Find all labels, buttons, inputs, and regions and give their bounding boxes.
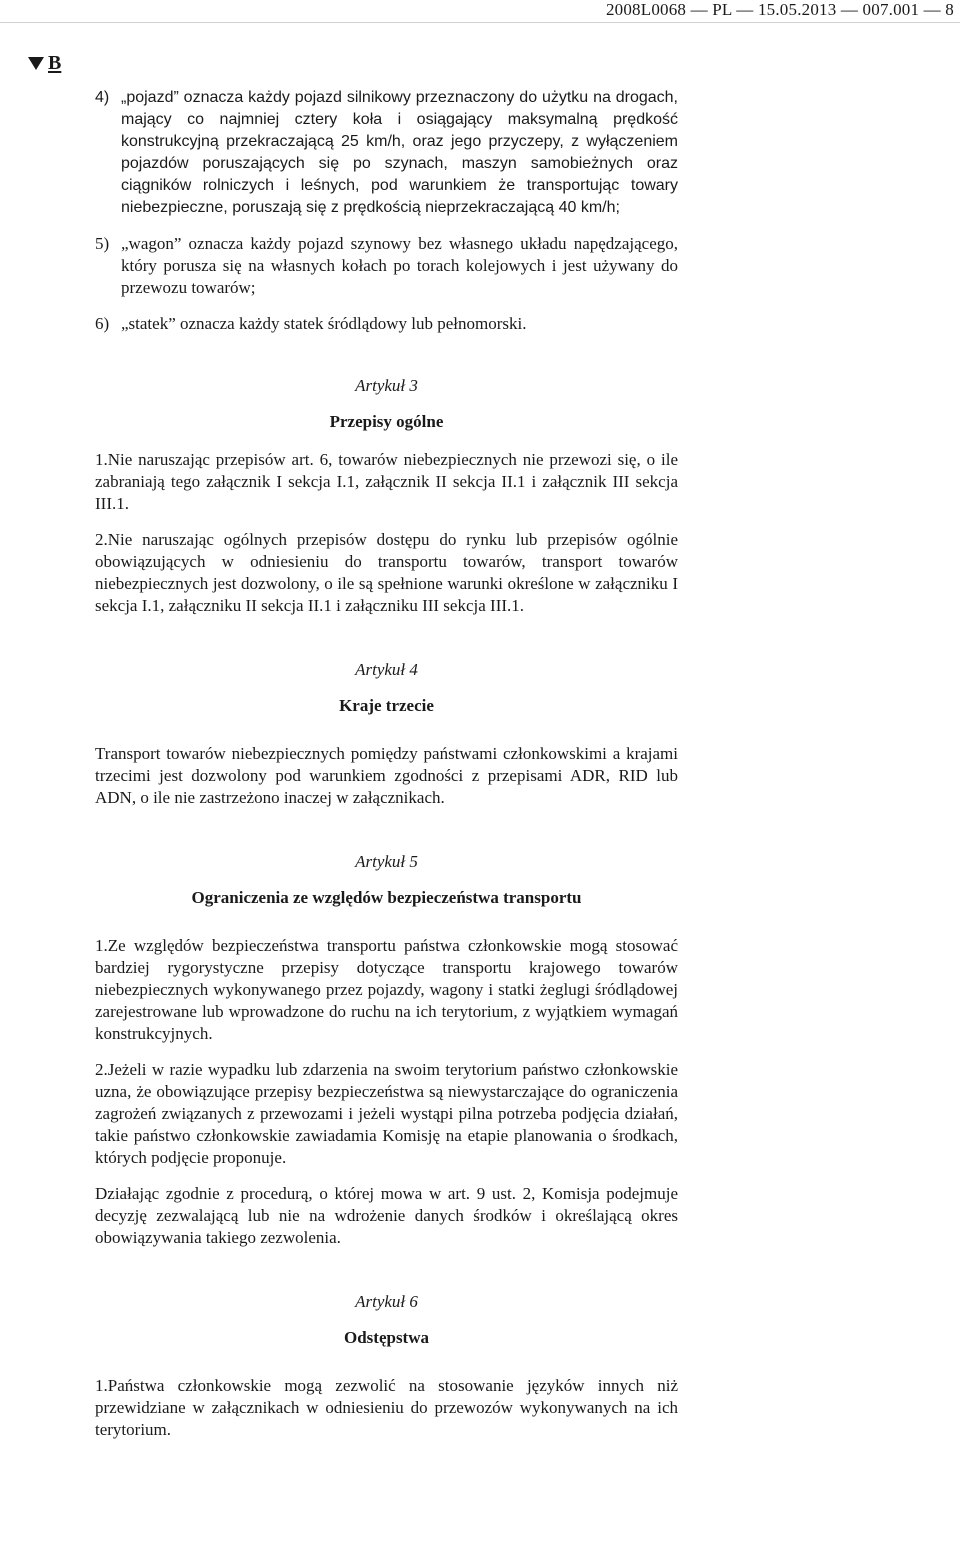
- paragraph-number: 1.: [95, 1376, 108, 1395]
- article-4-title: Kraje trzecie: [339, 696, 434, 715]
- article-3-paragraph-2: [95, 529, 678, 617]
- definition-number: 6): [95, 314, 110, 333]
- definition-4: [95, 87, 678, 219]
- article-5-paragraph-3: Działając zgodnie z procedurą, o której mowa w art. 9 ust. 2, Komisja podejmuje decyzję zezwalającą lub nie na wdrożenie danych środków i określającą okres obowiązywania takiego zezwolenia.: [95, 1184, 678, 1247]
- article-3-title: Przepisy ogólne: [329, 412, 444, 431]
- amendment-marker-letter: B: [48, 52, 62, 74]
- article-5-title: Ograniczenia ze względów bezpieczeństwa transportu: [191, 888, 582, 907]
- paragraph-number: 2.: [95, 530, 108, 549]
- paragraph-text: Nie naruszając przepisów art. 6, towarów niebezpiecznych nie przewozi się, o ile zabraniają tego załącznik I sekcja I.1, załącznik II sekcja II.1 i załącznik III sekcja III.1.: [95, 450, 678, 513]
- paragraph-number: 2.: [95, 1060, 108, 1079]
- article-6-paragraph-1: [95, 1375, 678, 1441]
- definition-text: „wagon” oznacza każdy pojazd szynowy bez własnego układu napędzającego, który porusza się na własnych kołach po torach kolejowych i jest używany do przewozu towarów;: [121, 234, 678, 297]
- definition-text: „statek” oznacza każdy statek śródlądowy lub pełnomorski.: [121, 314, 527, 333]
- definition-number: 5): [95, 234, 110, 253]
- paragraph-text: Nie naruszając ogólnych przepisów dostępu do rynku lub przepisów ogólnie obowiązujących w odniesieniu do transportu towarów, transport towarów niebezpiecznych jest dozwolony, o ile są spełnione warunki określone w załączniku I sekcja I.1, załączniku II sekcja II.1 i załączniku III sekcja III.1.: [95, 530, 678, 615]
- article-3-number: Artykuł 3: [355, 376, 418, 395]
- definition-number: 4): [95, 89, 110, 106]
- paragraph-text: Jeżeli w razie wypadku lub zdarzenia na swoim terytorium państwo członkowskie uzna, że obowiązujące przepisy bezpieczeństwa są niewystarczające do ograniczenia zagrożeń związanych z przewozami i jeżeli wystąpi pilna potrzeba podjęcia działań, takie państwo członkowskie zawiadamia Komisję na etapie planowania o środkach, których podjęcie proponuje.: [95, 1060, 678, 1167]
- article-4-paragraph-1: Transport towarów niebezpiecznych pomiędzy państwami członkowskimi a krajami trzecimi jest dozwolony pod warunkiem zgodności z przepisami ADR, RID lub ADN, o ile nie zastrzeżono inaczej w załącznikach.: [95, 744, 678, 807]
- document-reference: 2008L0068 — PL — 15.05.2013 — 007.001 — 8: [605, 0, 954, 19]
- paragraph-number: 1.: [95, 450, 108, 469]
- article-5-number: Artykuł 5: [355, 852, 418, 871]
- paragraph-number: 1.: [95, 936, 108, 955]
- article-6-number: Artykuł 6: [355, 1292, 418, 1311]
- paragraph-text: Ze względów bezpieczeństwa transportu państwa członkowskie mogą stosować bardziej rygorystyczne przepisy dotyczące transportu krajowego towarów niebezpiecznych wykonywanego przez pojazdy, wagony i statki żeglugi śródlądowej zarejestrowane lub wprowadzone do ruchu na ich terytorium, z wyjątkiem wymagań konstrukcyjnych.: [95, 936, 678, 1043]
- triangle-down-icon: [28, 57, 44, 70]
- amendment-marker: [28, 52, 61, 75]
- definition-5: [95, 233, 678, 299]
- article-4-number: Artykuł 4: [355, 660, 418, 679]
- page-header: [0, 0, 960, 23]
- article-3-paragraph-1: [95, 449, 678, 515]
- article-5-paragraph-2: [95, 1059, 678, 1169]
- article-5-paragraph-1: [95, 935, 678, 1045]
- paragraph-text: Państwa członkowskie mogą zezwolić na stosowanie języków innych niż przewidziane w załącznikach w odniesieniu do przewozów wykonywanych na ich terytorium.: [95, 1376, 678, 1439]
- article-6-title: Odstępstwa: [343, 1328, 429, 1347]
- definition-text: „pojazd” oznacza każdy pojazd silnikowy przeznaczony do użytku na drogach, mający co najmniej cztery koła i osiągający maksymalną prędkość konstrukcyjną przekraczającą 25 km/h, oraz jego przyczepy, z wyłączeniem pojazdów poruszających się po szynach, maszyn samobieżnych oraz ciągników rolniczych i leśnych, pod warunkiem że transportując towary niebezpieczne, poruszają się z prędkością nieprzekraczającą 40 km/h;: [121, 89, 678, 216]
- document-body: [95, 87, 678, 1441]
- definition-6: [95, 313, 678, 335]
